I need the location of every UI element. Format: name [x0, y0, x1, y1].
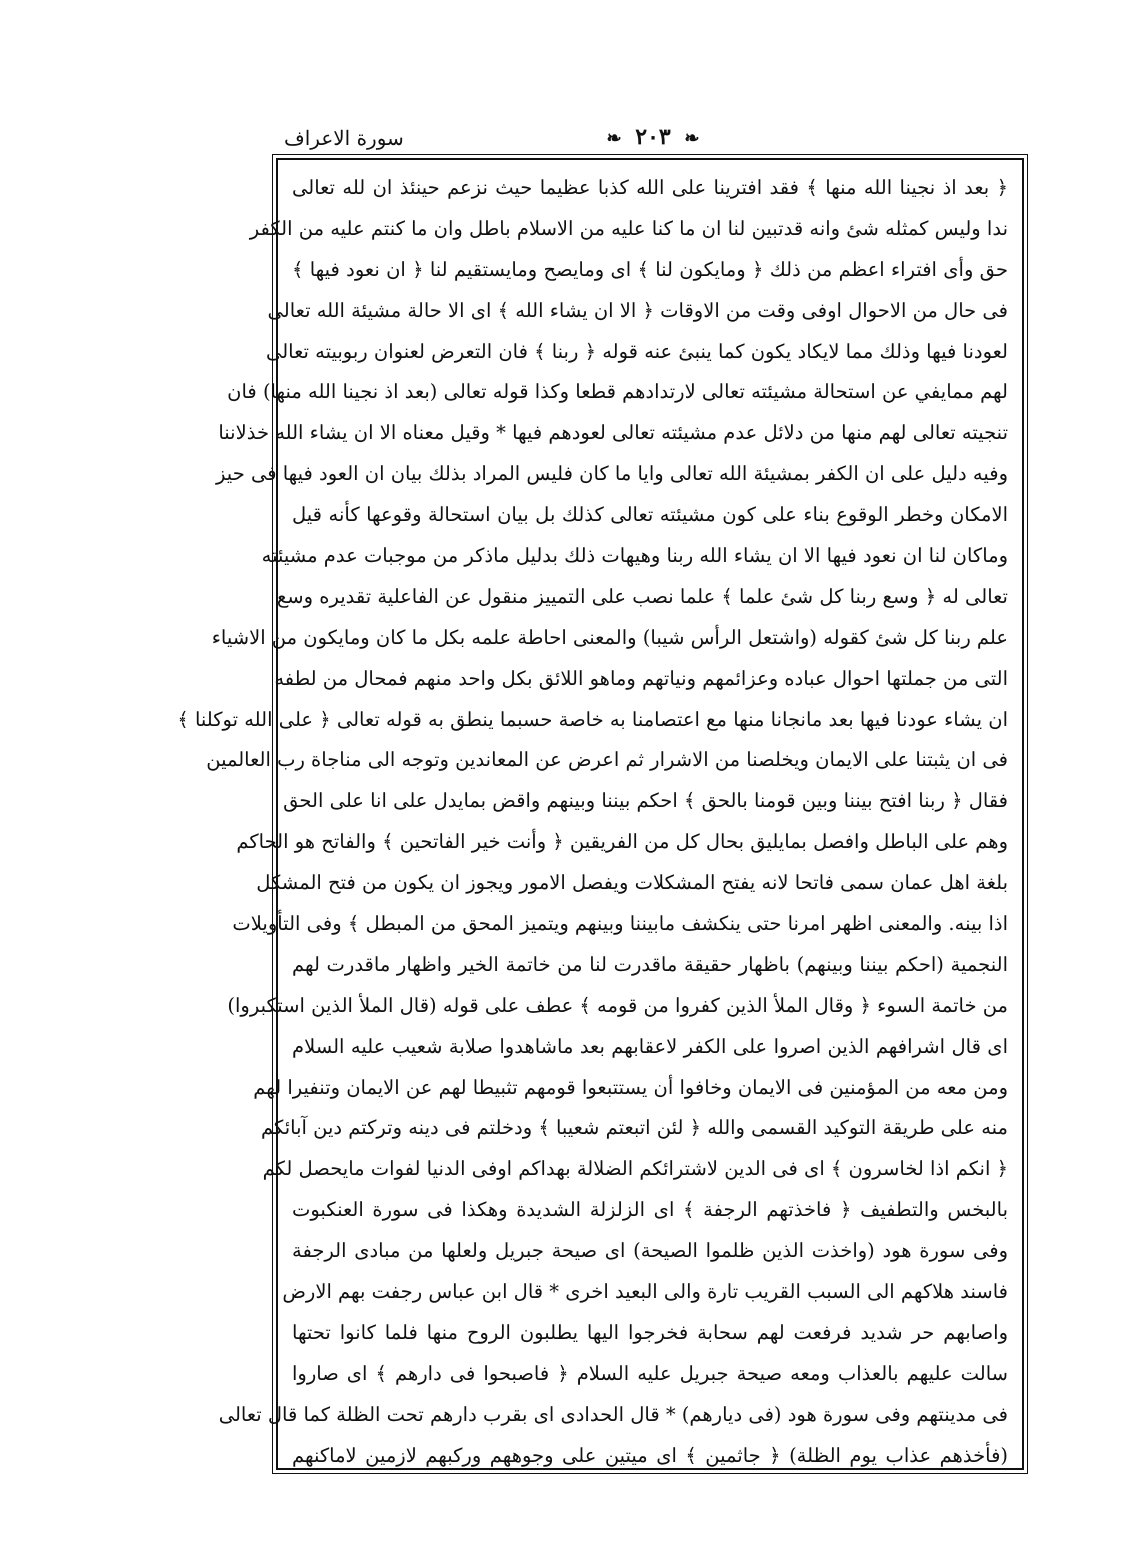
page-number-value: ٢٠٣	[635, 124, 671, 150]
text-line: التى من جملتها احوال عباده وعزائمهم ونياتهم وماهو اللائق بكل واحد منهم فمحال من لطفه	[274, 666, 1008, 690]
text-line: واصابهم حر شديد فرفعت لهم سحابة فخرجوا اليها يطلبون الروح منها فلما كانوا تحتها	[292, 1320, 1008, 1344]
text-frame	[177, 158, 1024, 1470]
text-line: تعالى له ﴿ وسع ربنا كل شئ علما ﴾ علما نصب على التمييز منقول عن الفاعلية تقديره وسع	[276, 584, 1008, 608]
text-line: ومن معه من المؤمنين فى الايمان وخافوا أن يستتبعوا قومهم تثبيطا لهم عن الايمان وتنفيرا لهم	[253, 1075, 1008, 1099]
text-line: فى مدينتهم وفى سورة هود (فى ديارهم) * قال الحدادى اى بقرب دارهم تحت الظلة كما قال تعالى	[218, 1402, 1008, 1426]
text-line: علم ربنا كل شئ كقوله (واشتعل الرأس شيبا) والمعنى احاطة علمه بكل ما كان ومايكون من الاشياء	[211, 625, 1008, 649]
ornament-left-icon: ❧	[606, 128, 622, 149]
text-line: فقال ﴿ ربنا افتح بيننا وبين قومنا بالحق ﴾ احكم بيننا وبينهم واقض بمايدل على انا على الحق	[283, 789, 1008, 813]
text-line: لهم ممايفي عن استحالة مشيئته تعالى لارتدادهم قطعا وكذا قوله تعالى (بعد اذ نجينا الله منها) فان	[227, 380, 1008, 404]
text-line: لعودنا فيها وذلك مما لايكاد يكون كما ينبئ عنه قوله ﴿ ربنا ﴾ فان التعرض لعنوان ربوبيته تعالى	[265, 339, 1008, 363]
text-line: ﴿ انكم اذا لخاسرون ﴾ اى فى الدين لاشترائكم الضلالة بهداكم اوفى الدنيا لفوات مايحصل لكم	[262, 1157, 1008, 1181]
text-line: سالت عليهم بالعذاب ومعه صيحة جبريل عليه السلام ﴿ فاصبحوا فى دارهم ﴾ اى صاروا	[292, 1361, 1008, 1385]
text-line: الامكان وخطر الوقوع بناء على كون مشيئته تعالى كذلك بل بيان استحالة وقوعها كأنه قيل	[292, 503, 1008, 527]
text-line: بالبخس والتطفيف ﴿ فاخذتهم الرجفة ﴾ اى الزلزلة الشديدة وهكذا فى سورة العنكبوت	[292, 1198, 1008, 1222]
text-line: بلغة اهل عمان سمى فاتحا لانه يفتح المشكلات ويفصل الامور ويجوز ان يكون من فتح المشكل	[256, 871, 1008, 895]
text-line: اذا بينه. والمعنى اظهر امرنا حتى ينكشف مابيننا وبينهم ويتميز المحق من المبطل ﴾ وفى التأويلات	[232, 912, 1008, 936]
text-line: النجمية (احكم بيننا وبينهم) باظهار حقيقة ماقدرت لنا من خاتمة الخير واظهار ماقدرت لهم	[292, 952, 1008, 976]
text-line: فى ان يثبتنا على الايمان ويخلصنا من الاشرار ثم اعرض عن المعاندين وتوجه الى مناجاة رب العالمين	[206, 748, 1008, 772]
text-line: فى حال من الاحوال اوفى وقت من الاوقات ﴿ الا ان يشاء الله ﴾ اى الا حالة مشيئة الله تعالى	[267, 298, 1008, 322]
text-line: فاسند هلاكهم الى السبب القريب تارة والى البعيد اخرى * قال ابن عباس رجفت بهم الارض	[282, 1280, 1008, 1304]
ornament-right-icon: ❧	[684, 128, 700, 149]
text-line: اى قال اشرافهم الذين اصروا على الكفر لاعقابهم بعد ماشاهدوا صلابة شعيب عليه السلام	[292, 1034, 1008, 1058]
text-line: وهم على الباطل وافصل بمايليق بحال كل من الفريقين ﴿ وأنت خير الفاتحين ﴾ والفاتح هو الحاكم	[236, 830, 1008, 854]
page-header	[276, 126, 1030, 156]
text-line: وفى سورة هود (واخذت الذين ظلموا الصيحة) اى صيحة جبريل ولعلها من مبادى الرجفة	[292, 1239, 1008, 1263]
text-line: تنجيته تعالى لهم منها من دلائل عدم مشيئته تعالى لعودهم فيها * وقيل معناه الا ان يشاء الله خذلاننا	[218, 421, 1008, 445]
text-line: منه على طريقة التوكيد القسمى والله ﴿ لئن اتبعتم شعيبا ﴾ ودخلتم فى دينه وتركتم دين آبائكم	[260, 1116, 1008, 1140]
text-line: ندا وليس كمثله شئ وانه قدتبين لنا ان ما كنا عليه من الاسلام باطل وان ما كنتم عليه من الكفر	[249, 216, 1008, 240]
text-line: ان يشاء عودنا فيها بعد مانجانا منها مع اعتصامنا به خاصة حسبما ينطق به قوله تعالى ﴿ على الله توكلنا ﴾	[177, 707, 1008, 731]
text-line: وماكان لنا ان نعود فيها الا ان يشاء الله ربنا وهيهات ذلك بدليل ماذكر من موجبات عدم مشيئته	[261, 544, 1008, 568]
text-line: وفيه دليل على ان الكفر بمشيئة الله تعالى وايا ما كان فليس المراد بذلك بيان ان العود فيها فى حيز	[216, 462, 1008, 486]
text-line: (فأخذهم عذاب يوم الظلة) ﴿ جاثمين ﴾ اى ميتين على وجوههم وركبهم لازمين لاماكنهم	[292, 1443, 1008, 1467]
text-body	[177, 168, 1008, 1467]
surah-title: سورة الاعراف	[284, 126, 404, 150]
text-line: حق وأى افتراء اعظم من ذلك ﴿ ومايكون لنا ﴾ اى ومايصح ومايستقيم لنا ﴿ ان نعود فيها ﴾	[292, 257, 1008, 281]
text-line: ﴿ بعد اذ نجينا الله منها ﴾ فقد افترينا على الله كذبا عظيما حيث نزعم حينئذ ان لله تعالى	[292, 176, 1008, 199]
text-line: من خاتمة السوء ﴿ وقال الملأ الذين كفروا من قومه ﴾ عطف على قوله (قال الملأ الذين استكبروا)	[227, 993, 1008, 1017]
